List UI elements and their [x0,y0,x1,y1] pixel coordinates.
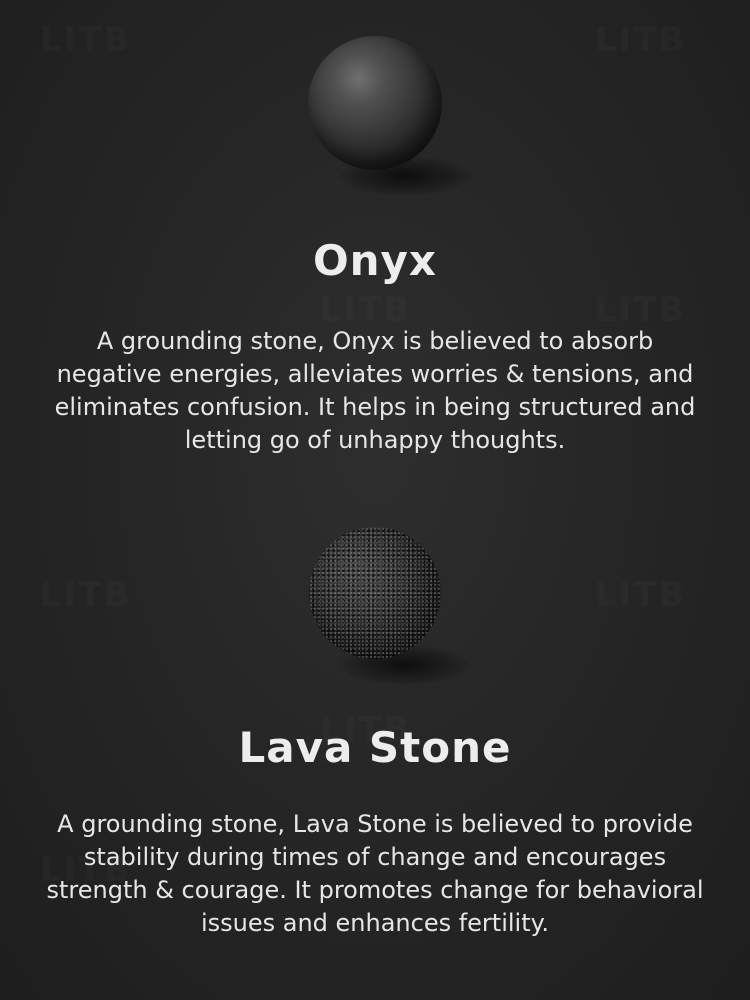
watermark-logo [40,575,131,615]
onyx-sphere [308,36,442,170]
watermark-logo [595,575,686,615]
lava-stone-title-section [0,723,750,772]
watermark-logo [40,20,131,60]
onyx-title: Onyx [312,236,438,285]
onyx-description: A grounding stone, Onyx is believed to absorb negative energies, alleviates worries & tensions, and eliminates confusion. It helps in being structured and letting go of unhappy thoughts. [54,327,696,454]
watermark-logo [595,20,686,60]
watermark-logo [595,290,686,330]
watermark-logo [320,290,411,330]
lava-stone-description: A grounding stone, Lava Stone is believed to provide stability during times of change and encourages strength & courage. It promotes change for behavioral issues and enhances fertility. [46,810,704,937]
lava-sphere [309,527,441,659]
lava-stone-description-section [0,808,750,940]
lava-stone-image [290,527,460,697]
lava-stone-title: Lava Stone [238,723,512,772]
onyx-title-section [0,236,750,285]
onyx-description-section [0,325,750,457]
lava-texture [309,527,441,659]
onyx-stone-image [290,36,460,206]
